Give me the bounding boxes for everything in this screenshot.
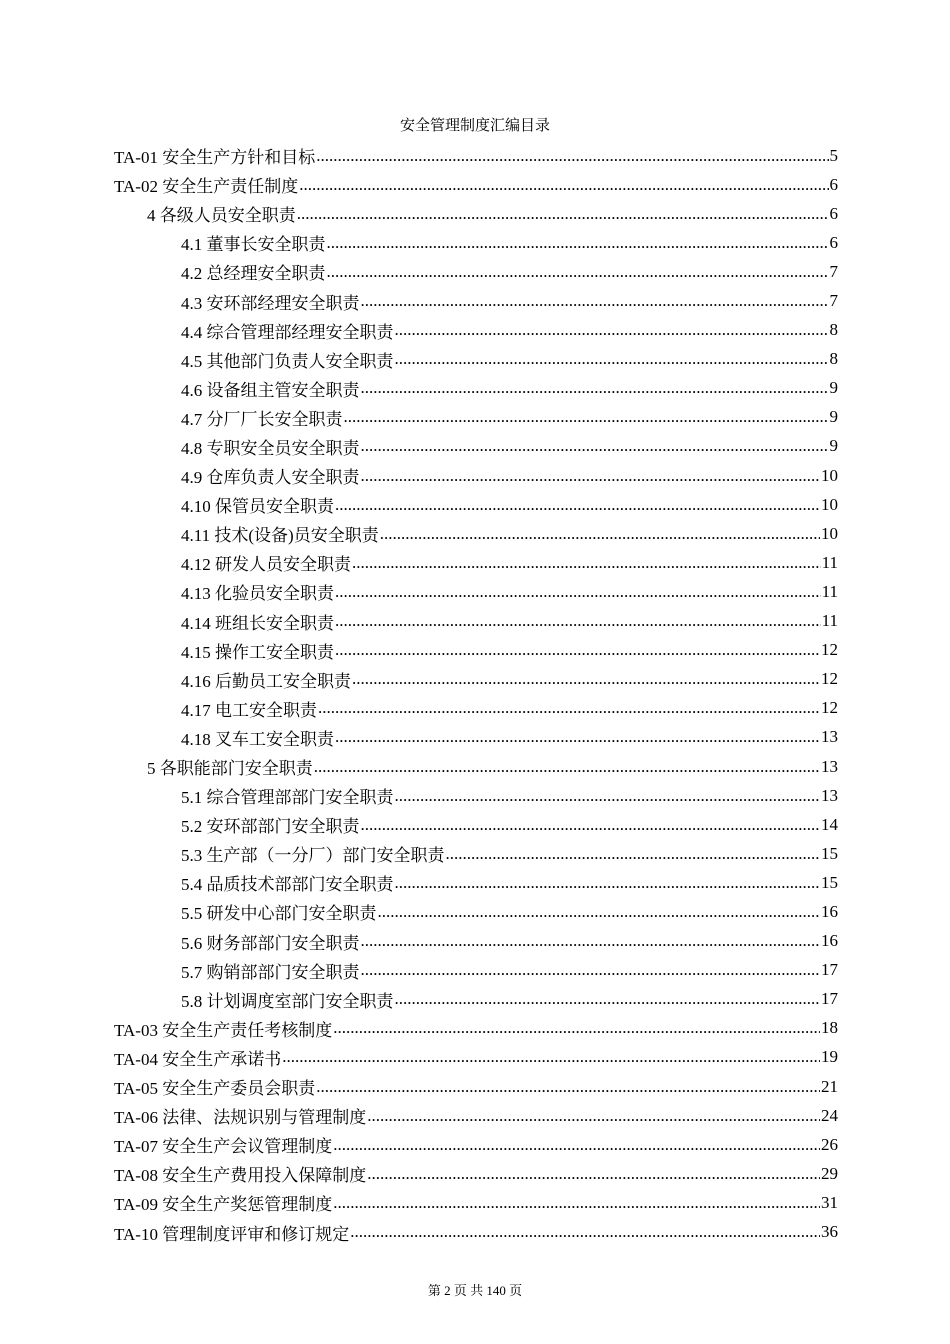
toc-entry[interactable] <box>114 1130 838 1159</box>
toc-entry[interactable] <box>114 403 838 432</box>
toc-entry[interactable] <box>114 1217 838 1246</box>
toc-entry-title: 其他部门负责人安全职责 <box>206 351 394 371</box>
toc-entry-label <box>181 405 343 430</box>
toc-dot-leader <box>333 1193 820 1213</box>
toc-entry-code: 4.6 <box>181 380 203 400</box>
toc-dot-leader <box>335 727 820 747</box>
toc-dot-leader <box>395 989 821 1009</box>
toc-entry-code: TA-07 <box>114 1137 158 1157</box>
toc-entry-title: 安全生产会议管理制度 <box>162 1137 333 1157</box>
toc-entry-title: 班组长安全职责 <box>215 613 334 633</box>
toc-entry-title: 安全生产责任考核制度 <box>162 1020 333 1040</box>
toc-entry-title: 董事长安全职责 <box>206 235 326 255</box>
toc-entry-label <box>181 667 351 692</box>
toc-entry-code: TA-02 <box>114 177 158 197</box>
toc-entry[interactable] <box>114 927 838 956</box>
toc-entry-page: 11 <box>821 552 838 572</box>
toc-dot-leader <box>361 960 821 980</box>
toc-entry-code: 4.10 <box>181 497 211 517</box>
toc-entry-title: 管理制度评审和修订规定 <box>162 1224 350 1244</box>
toc-entry-title: 操作工安全职责 <box>215 642 334 662</box>
toc-entry-page: 10 <box>821 494 838 514</box>
toc-entry-code: 4.7 <box>181 409 203 429</box>
toc-entry-code: 5.7 <box>181 962 203 982</box>
toc-entry-title: 安全生产方针和目标 <box>162 148 316 168</box>
toc-entry-page: 9 <box>829 378 838 398</box>
toc-entry-label <box>181 783 394 808</box>
toc-entry-code: 4.12 <box>181 555 211 575</box>
toc-entry-code: 5.4 <box>181 875 203 895</box>
toc-entry-label <box>181 347 394 372</box>
toc-entry-code: 4.18 <box>181 729 211 749</box>
toc-dot-leader <box>335 640 820 660</box>
toc-dot-leader <box>367 1106 820 1126</box>
toc-entry-page: 9 <box>829 436 838 456</box>
toc-dot-leader <box>333 1018 820 1038</box>
toc-entry[interactable] <box>114 490 838 519</box>
toc-entry[interactable] <box>114 345 838 374</box>
toc-entry-code: 5.3 <box>181 846 203 866</box>
toc-entry-page: 13 <box>821 727 838 747</box>
toc-entry-label <box>181 289 360 314</box>
toc-entry-code: TA-04 <box>114 1049 158 1069</box>
toc-entry-label <box>181 609 334 634</box>
toc-entry-title: 后勤员工安全职责 <box>215 671 351 691</box>
toc-entry-title: 生产部（一分厂）部门安全职责 <box>206 846 445 866</box>
toc-entry[interactable] <box>114 170 838 199</box>
toc-entry-title: 保管员安全职责 <box>215 497 334 517</box>
toc-dot-leader <box>395 873 821 893</box>
toc-entry-label <box>181 958 360 983</box>
toc-dot-leader <box>361 931 821 951</box>
toc-entry-title: 专职安全员安全职责 <box>206 438 360 458</box>
toc-entry-label <box>181 812 360 837</box>
toc-entry-code: 4.1 <box>181 235 203 255</box>
page-footer: 第 2 页 共 140 页 <box>427 1283 523 1298</box>
toc-dot-leader <box>316 1077 820 1097</box>
toc-entry-label <box>181 230 326 255</box>
toc-entry-page: 36 <box>821 1222 838 1242</box>
toc-entry[interactable] <box>114 1072 838 1101</box>
toc-entry[interactable] <box>114 665 838 694</box>
toc-entry-page: 6 <box>829 232 838 252</box>
toc-dot-leader <box>352 553 821 573</box>
toc-entry-page: 9 <box>829 407 838 427</box>
toc-entry-code: 4.16 <box>181 671 211 691</box>
toc-entry-page: 31 <box>821 1192 838 1212</box>
toc-entry-page: 12 <box>821 640 838 660</box>
toc-entry-title: 化验员安全职责 <box>215 584 334 604</box>
toc-entry-page: 6 <box>829 174 838 194</box>
toc-entry-label <box>181 492 334 517</box>
toc-dot-leader <box>316 146 828 166</box>
toc-entry-code: 5.6 <box>181 933 203 953</box>
toc-entry-page: 8 <box>829 349 838 369</box>
toc-entry-label <box>114 1016 332 1041</box>
toc-entry-page: 17 <box>821 960 838 980</box>
toc-entry[interactable] <box>114 1188 838 1217</box>
toc-entry[interactable] <box>114 257 838 286</box>
toc-entry-page: 15 <box>821 872 838 892</box>
toc-entry-label <box>114 1045 281 1070</box>
toc-entry-label <box>181 521 379 546</box>
toc-entry-label <box>181 579 334 604</box>
toc-dot-leader <box>380 524 820 544</box>
toc-entry-page: 12 <box>821 698 838 718</box>
toc-entry-label <box>181 899 377 924</box>
toc-entry-code: 5.8 <box>181 991 203 1011</box>
toc-entry[interactable] <box>114 723 838 752</box>
toc-entry-label <box>114 172 298 197</box>
toc-dot-leader <box>367 1164 820 1184</box>
toc-entry-code: 4.4 <box>181 322 203 342</box>
toc-entry-title: 法律、法规识别与管理制度 <box>162 1108 367 1128</box>
toc-entry-code: 5.1 <box>181 788 203 808</box>
toc-dot-leader <box>395 786 821 806</box>
toc-entry-code: 4.17 <box>181 700 211 720</box>
toc-entry-title: 综合管理部部门安全职责 <box>206 788 394 808</box>
toc-entry-code: 4 <box>147 206 156 226</box>
toc-dot-leader <box>344 407 829 427</box>
toc-entry-page: 15 <box>821 843 838 863</box>
toc-entry-code: 4.3 <box>181 293 203 313</box>
toc-entry-title: 安全生产费用投入保障制度 <box>162 1166 367 1186</box>
toc-dot-leader <box>378 902 821 922</box>
toc-entry-label <box>181 725 334 750</box>
toc-dot-leader <box>297 204 829 224</box>
toc-entry-label <box>181 434 360 459</box>
toc-entry-code: TA-08 <box>114 1166 158 1186</box>
toc-entry-title: 安全生产委员会职责 <box>162 1079 316 1099</box>
toc-entry-title: 购销部部门安全职责 <box>206 962 360 982</box>
toc-entry[interactable] <box>114 985 838 1014</box>
toc-entry-code: 4.9 <box>181 468 203 488</box>
toc-entry-title: 综合管理部经理安全职责 <box>206 322 394 342</box>
toc-entry-page: 5 <box>829 145 838 165</box>
toc-entry[interactable] <box>114 781 838 810</box>
toc-entry[interactable] <box>114 141 838 170</box>
toc-entry-label <box>181 550 351 575</box>
toc-entry-title: 安环部经理安全职责 <box>206 293 360 313</box>
toc-entry-code: TA-03 <box>114 1020 158 1040</box>
toc-entry[interactable] <box>114 752 838 781</box>
toc-entry-page: 11 <box>821 611 838 631</box>
toc-entry[interactable] <box>114 432 838 461</box>
toc-entry-title: 技术(设备)员安全职责 <box>214 526 379 546</box>
toc-dot-leader <box>299 175 828 195</box>
toc-entry-page: 18 <box>821 1018 838 1038</box>
toc-entry-code: TA-06 <box>114 1108 158 1128</box>
toc-entry-page: 14 <box>821 814 838 834</box>
toc-entry-page: 26 <box>821 1134 838 1154</box>
toc-entry-label <box>181 696 317 721</box>
toc-entry-title: 各职能部门安全职责 <box>159 759 313 779</box>
toc-dot-leader <box>361 466 821 486</box>
toc-entry-label <box>114 1132 332 1157</box>
toc-entry-page: 19 <box>821 1047 838 1067</box>
toc-dot-leader <box>446 844 821 864</box>
toc-entry-page: 29 <box>821 1163 838 1183</box>
toc-entry-code: 4.5 <box>181 351 203 371</box>
toc-entry-page: 13 <box>821 756 838 776</box>
toc-entry-title: 安全生产奖惩管理制度 <box>162 1195 333 1215</box>
toc-entry-label <box>114 1161 366 1186</box>
toc-entry-code: 4.2 <box>181 264 203 284</box>
table-of-contents <box>114 141 838 1247</box>
toc-entry[interactable] <box>114 199 838 228</box>
toc-entry-title: 仓库负责人安全职责 <box>206 468 360 488</box>
toc-entry-code: 4.13 <box>181 584 211 604</box>
toc-entry-page: 21 <box>821 1076 838 1096</box>
toc-entry-code: 4.15 <box>181 642 211 662</box>
toc-entry-code: 5 <box>147 759 156 779</box>
toc-entry-label <box>114 1190 332 1215</box>
toc-entry-label <box>114 1074 315 1099</box>
toc-entry-title: 计划调度室部门安全职责 <box>206 991 394 1011</box>
toc-entry-page: 24 <box>821 1105 838 1125</box>
toc-entry-title: 财务部部门安全职责 <box>206 933 360 953</box>
toc-dot-leader <box>361 378 829 398</box>
toc-dot-leader <box>333 1135 820 1155</box>
toc-entry[interactable] <box>114 1159 838 1188</box>
toc-entry[interactable] <box>114 1014 838 1043</box>
toc-entry-code: 5.2 <box>181 817 203 837</box>
toc-entry[interactable] <box>114 548 838 577</box>
toc-entry-title: 总经理安全职责 <box>206 264 326 284</box>
toc-entry-code: TA-09 <box>114 1195 158 1215</box>
toc-entry-code: TA-10 <box>114 1224 158 1244</box>
toc-entry[interactable] <box>114 228 838 257</box>
toc-entry-label <box>147 201 296 226</box>
toc-entry-title: 安全生产承诺书 <box>162 1049 282 1069</box>
toc-entry-title: 品质技术部部门安全职责 <box>206 875 394 895</box>
toc-dot-leader <box>282 1047 820 1067</box>
toc-entry-title: 研发人员安全职责 <box>215 555 351 575</box>
toc-entry[interactable] <box>114 461 838 490</box>
toc-entry-label <box>181 841 445 866</box>
toc-entry-code: 4.11 <box>181 526 211 546</box>
toc-dot-leader <box>335 495 820 515</box>
toc-entry-page: 16 <box>821 901 838 921</box>
toc-dot-leader <box>395 349 829 369</box>
toc-entry-page: 17 <box>821 989 838 1009</box>
toc-entry-page: 11 <box>821 581 838 601</box>
toc-entry-title: 电工安全职责 <box>215 700 317 720</box>
toc-dot-leader <box>352 669 820 689</box>
toc-entry-page: 8 <box>829 320 838 340</box>
toc-entry[interactable] <box>114 839 838 868</box>
toc-entry[interactable] <box>114 810 838 839</box>
toc-entry[interactable] <box>114 1101 838 1130</box>
toc-entry-title: 叉车工安全职责 <box>215 729 334 749</box>
toc-entry-page: 6 <box>829 203 838 223</box>
toc-entry-code: 4.14 <box>181 613 211 633</box>
toc-entry-label <box>181 376 360 401</box>
toc-entry[interactable] <box>114 607 838 636</box>
toc-entry-title: 各级人员安全职责 <box>159 206 296 226</box>
toc-entry-page: 13 <box>821 785 838 805</box>
toc-dot-leader <box>327 262 829 282</box>
toc-entry[interactable] <box>114 316 838 345</box>
toc-entry-label <box>181 638 334 663</box>
toc-entry-page: 12 <box>821 669 838 689</box>
toc-entry-page: 7 <box>829 291 838 311</box>
toc-entry[interactable] <box>114 694 838 723</box>
toc-entry-label <box>181 987 394 1012</box>
toc-dot-leader <box>395 320 829 340</box>
toc-dot-leader <box>361 436 829 456</box>
toc-entry[interactable] <box>114 374 838 403</box>
toc-entry[interactable] <box>114 868 838 897</box>
toc-entry-label <box>114 143 315 168</box>
toc-dot-leader <box>318 698 820 718</box>
toc-entry-label <box>147 754 313 779</box>
toc-entry-title: 安全生产责任制度 <box>162 177 299 197</box>
toc-entry-title: 研发中心部门安全职责 <box>206 904 377 924</box>
toc-entry-label <box>181 929 360 954</box>
toc-entry-code: TA-05 <box>114 1079 158 1099</box>
toc-entry-title: 安环部部门安全职责 <box>206 817 360 837</box>
toc-entry[interactable] <box>114 1043 838 1072</box>
toc-entry-label <box>181 870 394 895</box>
toc-entry[interactable] <box>114 577 838 606</box>
toc-entry[interactable] <box>114 519 838 548</box>
toc-dot-leader <box>335 582 821 602</box>
toc-entry-page: 7 <box>829 261 838 281</box>
toc-entry-page: 10 <box>821 465 838 485</box>
toc-entry-label <box>181 463 360 488</box>
toc-dot-leader <box>314 757 820 777</box>
toc-entry-code: 4.8 <box>181 438 203 458</box>
toc-dot-leader <box>361 815 821 835</box>
toc-entry-label <box>114 1103 366 1128</box>
toc-entry-label <box>181 318 394 343</box>
toc-entry[interactable] <box>114 956 838 985</box>
toc-entry[interactable] <box>114 636 838 665</box>
toc-entry-page: 16 <box>821 931 838 951</box>
toc-entry-title: 设备组主管安全职责 <box>206 380 360 400</box>
toc-entry-code: 5.5 <box>181 904 203 924</box>
toc-entry-label <box>114 1220 349 1245</box>
toc-entry[interactable] <box>114 897 838 926</box>
toc-entry-title: 分厂厂长安全职责 <box>206 409 343 429</box>
toc-dot-leader <box>350 1222 820 1242</box>
toc-entry[interactable] <box>114 286 838 315</box>
toc-entry-code: TA-01 <box>114 148 158 168</box>
toc-entry-page: 10 <box>821 523 838 543</box>
toc-dot-leader <box>361 291 829 311</box>
toc-dot-leader <box>327 233 829 253</box>
toc-entry-label <box>181 259 326 284</box>
page-title: 安全管理制度汇编目录 <box>399 118 550 134</box>
toc-dot-leader <box>335 611 821 631</box>
